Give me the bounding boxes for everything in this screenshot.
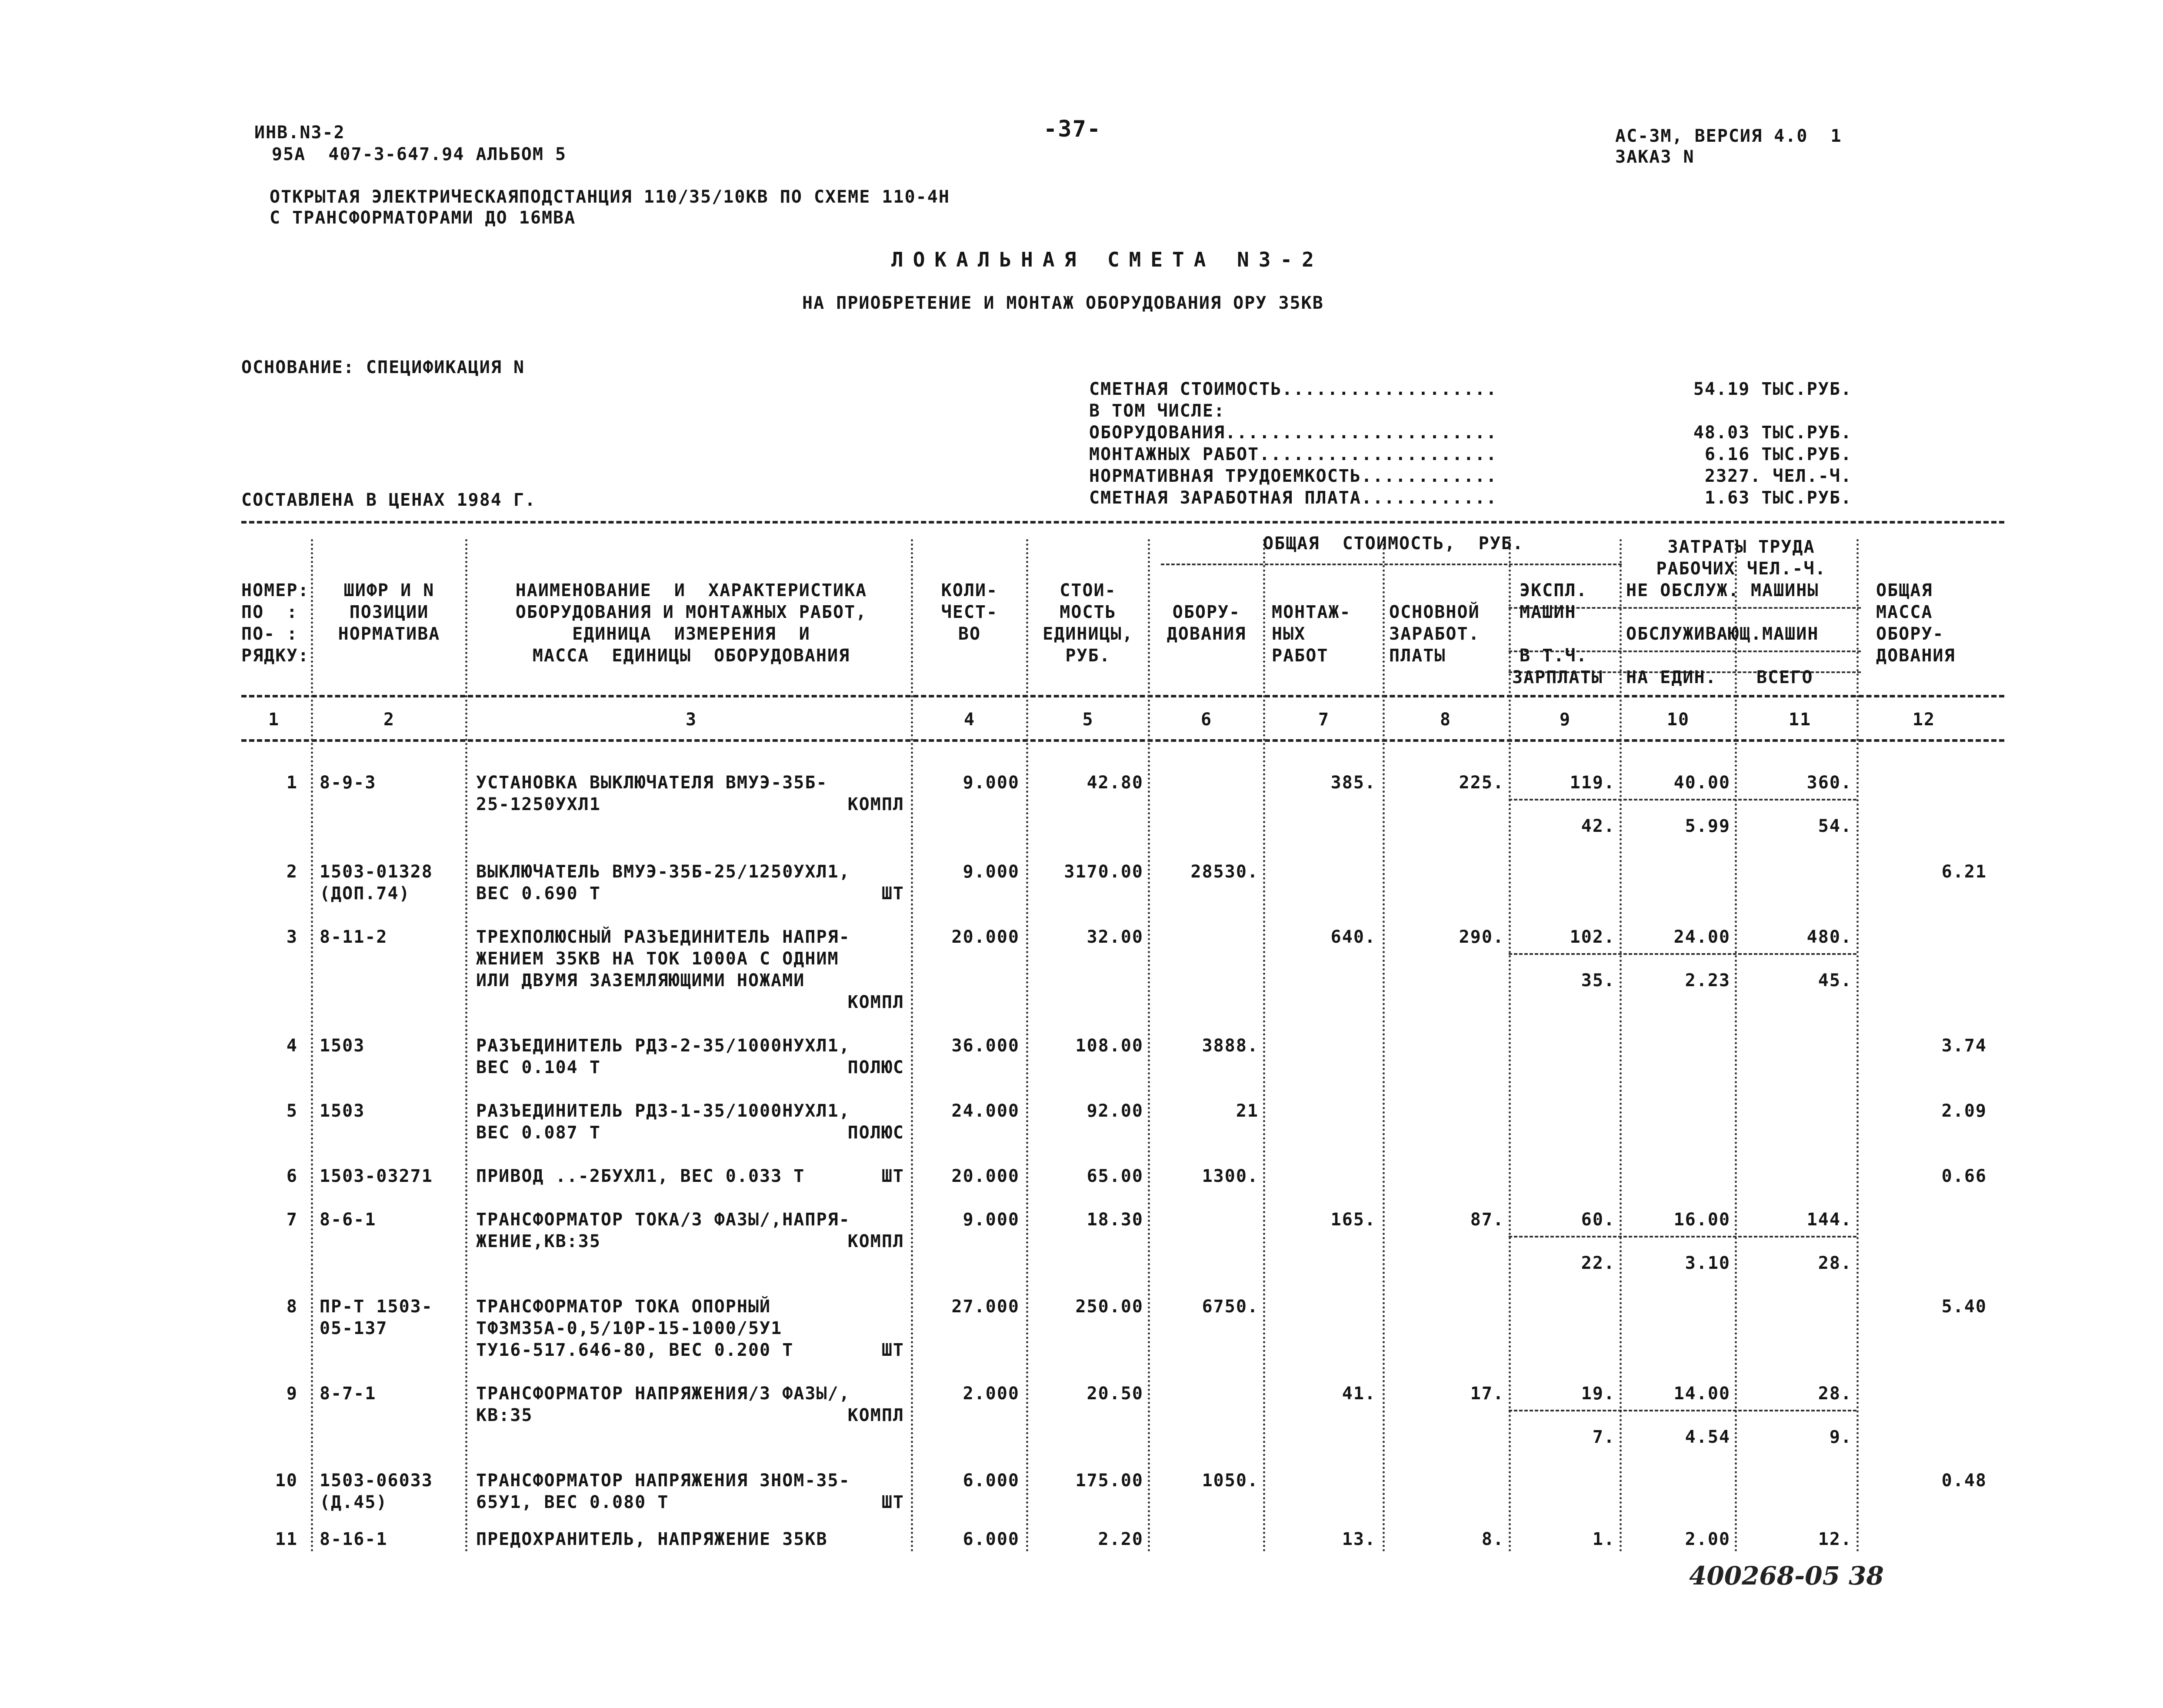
row-price: 250.00 — [1075, 1297, 1143, 1317]
row-mass: 0.66 — [1941, 1166, 1987, 1186]
inventory-number: ИНВ.N3-2 — [254, 123, 345, 143]
col-header-number: ПО- : — [241, 624, 298, 644]
row-mounting-cost: 385. — [1330, 773, 1376, 793]
row-unit: ШТ — [881, 1492, 904, 1512]
col-number: 12 — [1912, 710, 1936, 730]
col-header-price: МОСТЬ — [1060, 602, 1116, 622]
col-header-code: ПОЗИЦИИ — [349, 602, 429, 622]
row-number: 8 — [286, 1297, 298, 1317]
row-qty: 20.000 — [951, 927, 1020, 947]
row-wage: 17. — [1470, 1384, 1504, 1404]
col-header-name: НАИМЕНОВАНИЕ И ХАРАКТЕРИСТИКА — [515, 580, 867, 600]
row-labor-total-serv: 54. — [1818, 816, 1852, 836]
row-price: 32.00 — [1086, 927, 1143, 947]
sub-row-rule — [1509, 799, 1856, 801]
summary-label: МОНТАЖНЫХ РАБОТ..................... — [1089, 444, 1497, 464]
col-header-code: ШИФР И N — [343, 580, 435, 600]
row-name: ТРАНСФОРМАТОР НАПРЯЖЕНИЯ/3 ФАЗЫ/, — [476, 1384, 850, 1404]
row-qty: 9.000 — [963, 1210, 1020, 1230]
row-number: 9 — [286, 1384, 298, 1404]
col-number: 11 — [1788, 710, 1812, 730]
row-qty: 20.000 — [951, 1166, 1020, 1186]
row-labor-unit-serv: 4.54 — [1685, 1427, 1730, 1447]
col-header-mass: ОБЩАЯ — [1876, 580, 1933, 600]
software-version: АС-3М, ВЕРСИЯ 4.0 1 — [1615, 126, 1842, 146]
document-subtitle: НА ПРИОБРЕТЕНИЕ И МОНТАЖ ОБОРУДОВАНИЯ ОРУ 35КВ — [802, 293, 1324, 313]
row-unit: КОМПЛ — [847, 1231, 904, 1251]
col-number: 6 — [1200, 710, 1213, 730]
summary-label: ОБОРУДОВАНИЯ........................ — [1089, 423, 1497, 443]
row-name: ТРАНСФОРМАТОР ТОКА ОПОРНЫЙ — [476, 1297, 771, 1317]
row-code: 1503-03271 — [320, 1166, 433, 1186]
row-machines: 19. — [1581, 1384, 1615, 1404]
album-reference: 95А 407-3-647.94 АЛЬБОМ 5 — [272, 144, 567, 164]
col-header-code: НОРМАТИВА — [338, 624, 440, 644]
row-equipment-cost: 21 — [1236, 1101, 1259, 1121]
column-separator — [311, 539, 313, 1552]
project-title-line1: ОТКРЫТАЯ ЭЛЕКТРИЧЕСКАЯПОДСТАНЦИЯ 110/35/10КВ ПО СХЕМЕ 110-4Н — [270, 187, 950, 207]
col-header-wage: ЗАРАБОТ. — [1389, 624, 1480, 644]
row-code: 8-11-2 — [320, 927, 388, 947]
row-number: 7 — [286, 1210, 298, 1230]
column-separator — [1509, 539, 1511, 1552]
row-labor-unit: 16.00 — [1673, 1210, 1730, 1230]
col-header-number: НОМЕР: — [241, 580, 310, 600]
handwritten-annotation: 400268-05 38 — [1689, 1561, 1884, 1591]
row-qty: 6.000 — [963, 1529, 1020, 1549]
row-number: 4 — [286, 1036, 298, 1056]
row-unit: КОМПЛ — [847, 794, 904, 814]
row-labor-total-serv: 45. — [1818, 971, 1852, 991]
row-price: 20.50 — [1086, 1384, 1143, 1404]
table-top-rule — [241, 521, 2004, 524]
row-machines: 60. — [1581, 1210, 1615, 1230]
col-number: 1 — [268, 710, 280, 730]
col-header-price: РУБ. — [1065, 646, 1111, 666]
row-code: 8-7-1 — [320, 1384, 377, 1404]
row-name: УСТАНОВКА ВЫКЛЮЧАТЕЛЯ ВМУЭ-35Б- — [476, 773, 828, 793]
row-equipment-cost: 3888. — [1202, 1036, 1259, 1056]
row-number: 3 — [286, 927, 298, 947]
row-code: 1503-01328 — [320, 862, 433, 882]
row-machines-wage: 42. — [1581, 816, 1615, 836]
basis-line: ОСНОВАНИЕ: СПЕЦИФИКАЦИЯ N — [241, 357, 525, 377]
row-labor-unit: 40.00 — [1673, 773, 1730, 793]
row-wage: 87. — [1470, 1210, 1504, 1230]
row-price: 42.80 — [1086, 773, 1143, 793]
row-labor-total: 144. — [1806, 1210, 1852, 1230]
row-machines: 102. — [1570, 927, 1615, 947]
row-price: 108.00 — [1075, 1036, 1143, 1056]
row-machines-wage: 35. — [1581, 971, 1615, 991]
summary-label: В ТОМ ЧИСЛЕ: — [1089, 401, 1225, 421]
column-separator — [465, 539, 467, 1552]
row-name: КВ:35 — [476, 1405, 533, 1425]
row-labor-unit: 14.00 — [1673, 1384, 1730, 1404]
col-header-qty: КОЛИ- — [941, 580, 998, 600]
row-name: ПРИВОД ..-2БУХЛ1, ВЕС 0.033 Т — [476, 1166, 805, 1186]
col-header-labor: НЕ ОБСЛУЖ. МАШИНЫ — [1626, 580, 1819, 600]
row-name: ЖЕНИЕ,КВ:35 — [476, 1231, 601, 1251]
row-mass: 0.48 — [1941, 1471, 1987, 1491]
column-separator — [1263, 539, 1265, 1552]
row-unit: ШТ — [881, 1166, 904, 1186]
row-mass: 3.74 — [1941, 1036, 1987, 1056]
col-header-machines: МАШИН — [1520, 602, 1576, 622]
sub-row-rule — [1509, 953, 1856, 955]
row-code: (Д.45) — [320, 1492, 388, 1512]
numbers-bottom-rule — [241, 739, 2004, 742]
row-mounting-cost: 41. — [1342, 1384, 1376, 1404]
row-equipment-cost: 1050. — [1202, 1471, 1259, 1491]
row-unit: ПОЛЮС — [847, 1123, 904, 1143]
row-machines: 1. — [1592, 1529, 1615, 1549]
row-equipment-cost: 28530. — [1190, 862, 1259, 882]
col-header-price: ЕДИНИЦЫ, — [1043, 624, 1133, 644]
row-name: ВЫКЛЮЧАТЕЛЬ ВМУЭ-35Б-25/1250УХЛ1, — [476, 862, 850, 882]
col-header-number: РЯДКУ: — [241, 646, 310, 666]
row-number: 11 — [275, 1529, 298, 1549]
row-number: 6 — [286, 1166, 298, 1186]
row-mounting-cost: 165. — [1330, 1210, 1376, 1230]
row-code: 8-6-1 — [320, 1210, 377, 1230]
col-header-mounting: НЫХ — [1272, 624, 1306, 644]
row-code: 8-16-1 — [320, 1529, 388, 1549]
row-name: РАЗЪЕДИНИТЕЛЬ РДЗ-1-35/1000НУХЛ1, — [476, 1101, 850, 1121]
col-header-name: ЕДИНИЦА ИЗМЕРЕНИЯ И — [572, 624, 810, 644]
row-unit: КОМПЛ — [847, 1405, 904, 1425]
summary-value: 1.63 ТЫС.РУБ. — [1704, 488, 1852, 508]
row-price: 92.00 — [1086, 1101, 1143, 1121]
col-header-mass: ОБОРУ- — [1876, 624, 1944, 644]
row-equipment-cost: 1300. — [1202, 1166, 1259, 1186]
col-header-name: ОБОРУДОВАНИЯ И МОНТАЖНЫХ РАБОТ, — [515, 602, 867, 622]
col-header-mounting: МОНТАЖ- — [1272, 602, 1351, 622]
column-separator — [1735, 539, 1737, 1552]
col-header-mounting: РАБОТ — [1272, 646, 1329, 666]
col-header-equipment: ДОВАНИЯ — [1166, 624, 1246, 644]
row-name: ВЕС 0.104 Т — [476, 1057, 601, 1078]
row-name: РАЗЪЕДИНИТЕЛЬ РДЗ-2-35/1000НУХЛ1, — [476, 1036, 850, 1056]
row-name: ТУ16-517.646-80, ВЕС 0.200 Т — [476, 1340, 794, 1360]
row-labor-unit: 24.00 — [1673, 927, 1730, 947]
row-labor-unit-serv: 3.10 — [1685, 1253, 1730, 1273]
row-labor-total-serv: 28. — [1818, 1253, 1852, 1273]
column-separator — [1620, 539, 1622, 1552]
column-separator — [1856, 539, 1859, 1552]
col-header-machines: В Т.Ч. — [1520, 646, 1588, 666]
col-number: 8 — [1440, 710, 1452, 730]
row-name: ТРЕХПОЛЮСНЫЙ РАЗЪЕДИНИТЕЛЬ НАПРЯ- — [476, 927, 850, 947]
col-header-wage: ОСНОВНОЙ — [1389, 602, 1480, 622]
row-equipment-cost: 6750. — [1202, 1297, 1259, 1317]
row-code: 1503 — [320, 1036, 365, 1056]
summary-label: НОРМАТИВНАЯ ТРУДОЕМКОСТЬ............ — [1089, 466, 1497, 486]
row-name: ТРАНСФОРМАТОР ТОКА/3 ФАЗЫ/,НАПРЯ- — [476, 1210, 850, 1230]
summary-value: 48.03 ТЫС.РУБ. — [1693, 423, 1852, 443]
col-header-price: СТОИ- — [1060, 580, 1116, 600]
summary-value: 6.16 ТЫС.РУБ. — [1704, 444, 1852, 464]
col-header-labor-total: ВСЕГО — [1756, 667, 1813, 687]
row-price: 3170.00 — [1064, 862, 1143, 882]
col-number: 9 — [1559, 710, 1571, 730]
col-header-labor: ОБСЛУЖИВАЮЩ.МАШИН — [1626, 624, 1819, 644]
sub-row-rule — [1509, 1410, 1856, 1411]
row-wage: 225. — [1459, 773, 1504, 793]
cost-group-rule — [1161, 564, 1622, 565]
row-labor-total: 12. — [1818, 1529, 1852, 1549]
row-code: 8-9-3 — [320, 773, 377, 793]
row-machines-wage: 22. — [1581, 1253, 1615, 1273]
row-price: 18.30 — [1086, 1210, 1143, 1230]
row-code: 1503 — [320, 1101, 365, 1121]
col-number: 7 — [1318, 710, 1330, 730]
col-number: 3 — [685, 710, 697, 730]
col-number: 10 — [1666, 710, 1690, 730]
col-header-labor-group: ЗАТРАТЫ ТРУДА — [1667, 537, 1815, 557]
row-wage: 290. — [1459, 927, 1504, 947]
col-header-wage: ПЛАТЫ — [1389, 646, 1446, 666]
row-mass: 2.09 — [1941, 1101, 1987, 1121]
col-header-equipment: ОБОРУ- — [1172, 602, 1241, 622]
column-separator — [911, 539, 913, 1552]
row-mass: 6.21 — [1941, 862, 1987, 882]
row-name: ЖЕНИЕМ 35КВ НА ТОК 1000А С ОДНИМ — [476, 949, 839, 969]
row-mounting-cost: 13. — [1342, 1529, 1376, 1549]
summary-label: СМЕТНАЯ СТОИМОСТЬ................... — [1089, 379, 1497, 399]
row-number: 1 — [286, 773, 298, 793]
project-title-line2: С ТРАНСФОРМАТОРАМИ ДО 16МВА — [270, 208, 576, 228]
row-code: 1503-06033 — [320, 1471, 433, 1491]
row-name: ТФЗМ35А-0,5/10Р-15-1000/5У1 — [476, 1318, 783, 1338]
col-number: 4 — [963, 710, 976, 730]
col-number: 2 — [383, 710, 395, 730]
col-header-labor-unit: НА ЕДИН. — [1626, 667, 1717, 687]
row-unit: КОМПЛ — [847, 992, 904, 1012]
row-machines: 119. — [1570, 773, 1615, 793]
row-name: 65У1, ВЕС 0.080 Т — [476, 1492, 669, 1512]
row-price: 2.20 — [1098, 1529, 1143, 1549]
row-qty: 9.000 — [963, 862, 1020, 882]
row-labor-total: 360. — [1806, 773, 1852, 793]
order-number: ЗАКАЗ N — [1615, 147, 1695, 167]
summary-value: 54.19 ТЫС.РУБ. — [1693, 379, 1852, 399]
row-machines-wage: 7. — [1592, 1427, 1615, 1447]
row-labor-unit-serv: 5.99 — [1685, 816, 1730, 836]
row-price: 65.00 — [1086, 1166, 1143, 1186]
summary-value: 2327. ЧЕЛ.-Ч. — [1704, 466, 1852, 486]
row-name: ТРАНСФОРМАТОР НАПРЯЖЕНИЯ ЗНОМ-35- — [476, 1471, 850, 1491]
col-header-labor-group: РАБОЧИХ ЧЕЛ.-Ч. — [1656, 559, 1826, 579]
row-code: ПР-Т 1503- — [320, 1297, 433, 1317]
row-labor-total: 480. — [1806, 927, 1852, 947]
row-labor-total: 28. — [1818, 1384, 1852, 1404]
row-unit: ШТ — [881, 1340, 904, 1360]
sub-row-rule — [1509, 1236, 1856, 1238]
row-mounting-cost: 640. — [1330, 927, 1376, 947]
col-header-name: МАССА ЕДИНИЦЫ ОБОРУДОВАНИЯ — [532, 646, 850, 666]
col-header-qty: ВО — [958, 624, 981, 644]
row-wage: 8. — [1481, 1529, 1504, 1549]
row-qty: 6.000 — [963, 1471, 1020, 1491]
row-number: 5 — [286, 1101, 298, 1121]
row-unit: ПОЛЮС — [847, 1057, 904, 1078]
row-name: ИЛИ ДВУМЯ ЗАЗЕМЛЯЮЩИМИ НОЖАМИ — [476, 971, 805, 991]
column-separator — [1383, 539, 1385, 1552]
row-number: 2 — [286, 862, 298, 882]
column-separator — [1026, 539, 1028, 1552]
col-header-number: ПО : — [241, 602, 298, 622]
row-labor-total-serv: 9. — [1829, 1427, 1852, 1447]
row-labor-unit: 2.00 — [1685, 1529, 1730, 1549]
col-header-cost-group: ОБЩАЯ СТОИМОСТЬ, РУБ. — [1263, 534, 1524, 554]
row-unit: ШТ — [881, 884, 904, 904]
col-header-machines: ЗАРПЛАТЫ — [1512, 667, 1603, 687]
col-header-mass: ДОВАНИЯ — [1876, 646, 1956, 666]
column-separator — [1148, 539, 1150, 1552]
header-bottom-rule — [241, 695, 2004, 697]
document-title: ЛОКАЛЬНАЯ СМЕТА N3-2 — [891, 248, 1323, 271]
row-code: (ДОП.74) — [320, 884, 410, 904]
row-qty: 27.000 — [951, 1297, 1020, 1317]
row-qty: 9.000 — [963, 773, 1020, 793]
col-header-machines: ЭКСПЛ. — [1520, 580, 1588, 600]
row-qty: 36.000 — [951, 1036, 1020, 1056]
row-qty: 2.000 — [963, 1384, 1020, 1404]
summary-label: СМЕТНАЯ ЗАРАБОТНАЯ ПЛАТА............ — [1089, 488, 1497, 508]
row-labor-unit-serv: 2.23 — [1685, 971, 1730, 991]
page-number: -37- — [1043, 116, 1102, 142]
row-name: ВЕС 0.087 Т — [476, 1123, 601, 1143]
row-code: 05-137 — [320, 1318, 388, 1338]
col-number: 5 — [1082, 710, 1094, 730]
col-header-mass: МАССА — [1876, 602, 1933, 622]
row-number: 10 — [275, 1471, 298, 1491]
row-name: 25-1250УХЛ1 — [476, 794, 601, 814]
row-name: ВЕС 0.690 Т — [476, 884, 601, 904]
row-mass: 5.40 — [1941, 1297, 1987, 1317]
col-header-qty: ЧЕСТ- — [941, 602, 998, 622]
row-qty: 24.000 — [951, 1101, 1020, 1121]
row-price: 175.00 — [1075, 1471, 1143, 1491]
prices-year: СОСТАВЛЕНА В ЦЕНАХ 1984 Г. — [241, 490, 537, 510]
row-name: ПРЕДОХРАНИТЕЛЬ, НАПРЯЖЕНИЕ 35КВ — [476, 1529, 828, 1549]
